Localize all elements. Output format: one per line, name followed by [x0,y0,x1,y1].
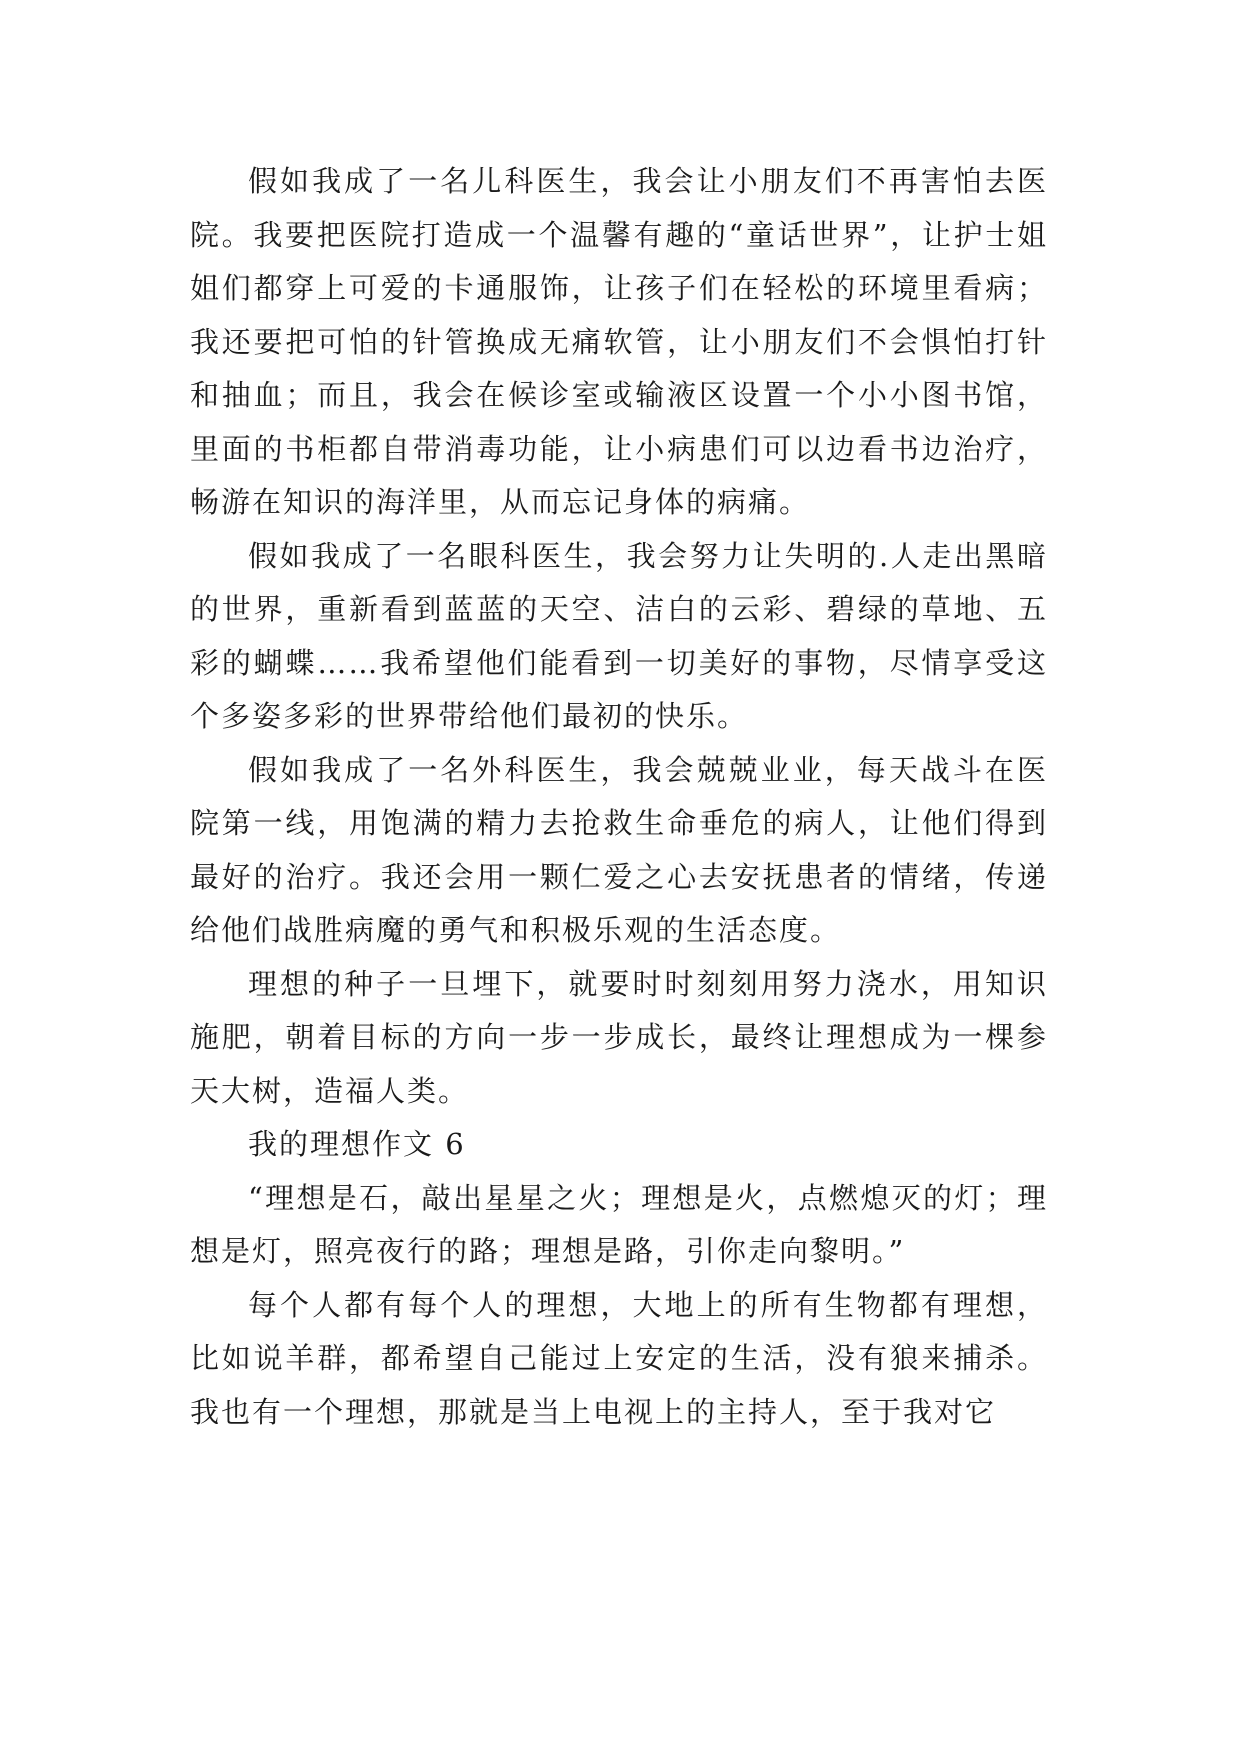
section-title: 我的理想作文 6 [248,1127,466,1161]
document-page [190,155,1048,1439]
paragraph-quote: “理想是石，敲出星星之火；理想是火，点燃熄灭的灯；理想是灯，照亮夜行的路；理想是路，引你走向黎明。” [190,1180,1048,1268]
paragraph-everyone-has-ideal: 每个人都有每个人的理想，大地上的所有生物都有理想，比如说羊群，都希望自己能过上安定的生活，没有狼来捕杀。我也有一个理想，那就是当上电视上的主持人，至于我对它 [190,1287,1048,1429]
paragraph-ophthalmologist: 假如我成了一名眼科医生，我会努力让失明的.人走出黑暗的世界，重新看到蓝蓝的天空、洁白的云彩、碧绿的草地、五彩的蝴蝶……我希望他们能看到一切美好的事物，尽情享受这个多姿多彩的世界带给他们最初的快乐。 [190,538,1048,733]
paragraph-conclusion: 理想的种子一旦埋下，就要时时刻刻用努力浇水，用知识施肥，朝着目标的方向一步一步成长，最终让理想成为一棵参天大树，造福人类。 [190,966,1048,1108]
paragraph-surgeon: 假如我成了一名外科医生，我会兢兢业业，每天战斗在医院第一线，用饱满的精力去抢救生命垂危的病人，让他们得到最好的治疗。我还会用一颗仁爱之心去安抚患者的情绪，传递给他们战胜病魔的勇气和积极乐观的生活态度。 [190,752,1048,947]
paragraph-pediatrician: 假如我成了一名儿科医生，我会让小朋友们不再害怕去医院。我要把医院打造成一个温馨有趣的“童话世界”，让护士姐姐们都穿上可爱的卡通服饰，让孩子们在轻松的环境里看病；我还要把可怕的针管换成无痛软管，让小朋友们不会惧怕打针和抽血；而且，我会在候诊室或输液区设置一个小小图书馆，里面的书柜都自带消毒功能，让小病患们可以边看书边治疗，畅游在知识的海洋里，从而忘记身体的病痛。 [190,164,1048,519]
